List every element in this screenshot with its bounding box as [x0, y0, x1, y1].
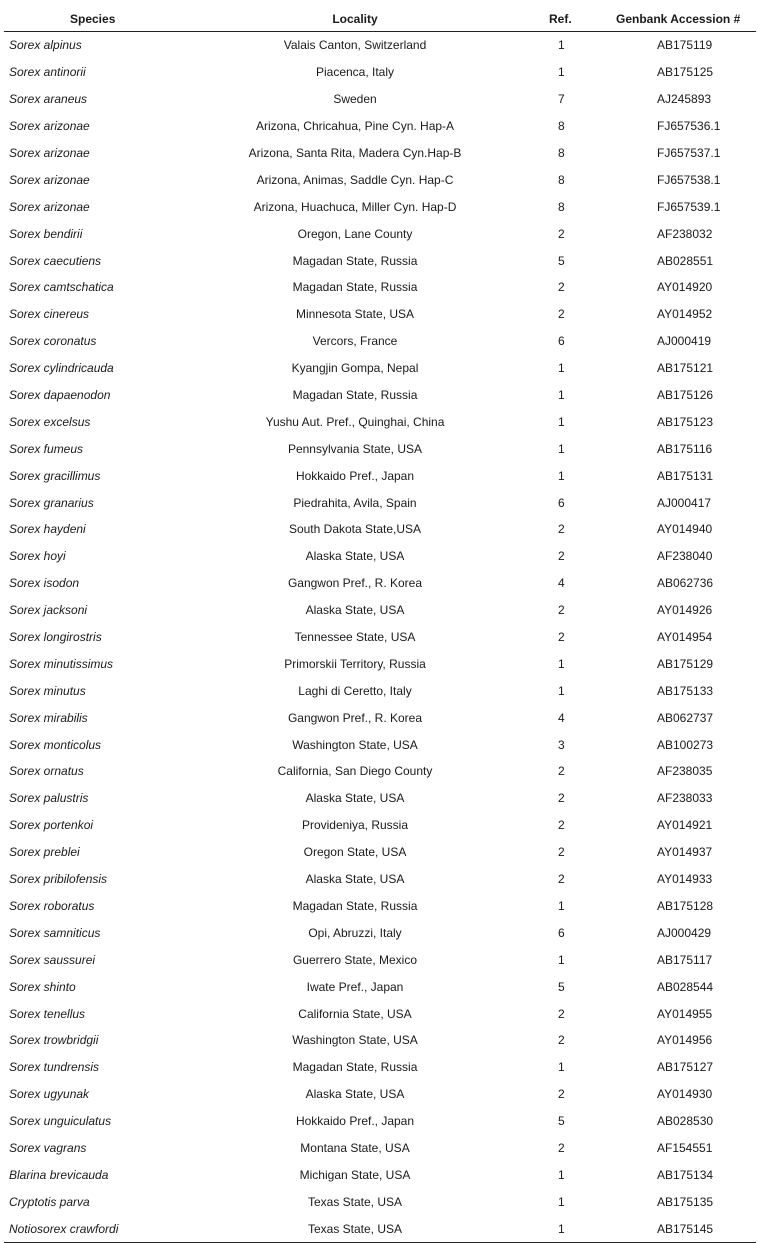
cell-ref: 4 — [558, 576, 565, 591]
table-row — [4, 624, 756, 651]
cell-species: Sorex roboratus — [9, 898, 95, 913]
table-row — [4, 1188, 756, 1215]
cell-locality: Hokkaido Pref., Japan — [295, 468, 415, 483]
cell-ref: 2 — [558, 280, 565, 295]
cell-locality: Arizona, Chricahua, Pine Cyn. Hap-A — [255, 119, 455, 134]
cell-ref: 6 — [558, 925, 565, 940]
cell-ref: 5 — [558, 1114, 565, 1129]
table-row — [4, 839, 756, 866]
cell-ref: 6 — [558, 334, 565, 349]
table-row — [4, 543, 756, 570]
table-row — [4, 758, 756, 785]
table-row — [4, 1081, 756, 1108]
cell-accession: AB028551 — [657, 253, 714, 268]
table-row — [4, 408, 756, 435]
cell-locality: Oregon, Lane County — [297, 226, 413, 241]
cell-accession: AB175119 — [657, 38, 713, 53]
cell-locality: Magadan State, Russia — [292, 253, 418, 268]
cell-locality: Yushu Aut. Pref., Quinghai, China — [265, 414, 445, 429]
cell-species: Sorex shinto — [9, 979, 76, 994]
cell-species: Sorex haydeni — [9, 522, 86, 537]
cell-ref: 8 — [558, 119, 565, 134]
cell-accession: AB028544 — [657, 979, 714, 994]
cell-locality: Valais Canton, Switzerland — [283, 38, 427, 53]
cell-ref: 6 — [558, 495, 565, 510]
table-row — [4, 220, 756, 247]
cell-ref: 1 — [558, 65, 565, 80]
cell-species: Sorex monticolus — [9, 737, 102, 752]
cell-locality: Piedrahita, Avila, Spain — [293, 495, 417, 510]
cell-species: Sorex dapaenodon — [9, 388, 111, 403]
table-row — [4, 866, 756, 893]
cell-ref: 2 — [558, 791, 565, 806]
cell-ref: 4 — [558, 710, 565, 725]
cell-accession: AB175135 — [657, 1194, 714, 1209]
cell-ref: 1 — [558, 468, 565, 483]
cell-species: Sorex ornatus — [9, 764, 84, 779]
cell-ref: 8 — [558, 199, 565, 214]
cell-ref: 2 — [558, 1033, 565, 1048]
cell-species: Sorex minutus — [9, 683, 86, 698]
cell-species: Sorex minutissimus — [9, 656, 114, 671]
table-row — [4, 812, 756, 839]
cell-locality: Alaska State, USA — [305, 872, 405, 887]
cell-locality: Magadan State, Russia — [292, 388, 418, 403]
cell-species: Sorex saussurei — [9, 952, 96, 967]
cell-ref: 2 — [558, 764, 565, 779]
header-species: Species — [4, 6, 204, 32]
cell-accession: AB062736 — [657, 576, 714, 591]
table-row — [4, 1108, 756, 1135]
cell-species: Sorex fumeus — [9, 441, 84, 456]
cell-accession: AB175129 — [657, 656, 714, 671]
cell-accession: AY014930 — [657, 1087, 713, 1102]
cell-accession: AY014937 — [657, 845, 713, 860]
cell-accession: AY014940 — [657, 522, 713, 537]
cell-locality: Magadan State, Russia — [292, 1060, 418, 1075]
table-row — [4, 59, 756, 86]
cell-species: Sorex antinorii — [9, 65, 86, 80]
table-row — [4, 893, 756, 920]
header-row — [4, 6, 756, 32]
table-row — [4, 355, 756, 382]
table-row — [4, 1054, 756, 1081]
cell-locality: Gangwon Pref., R. Korea — [287, 576, 423, 591]
table-row — [4, 1161, 756, 1188]
table-row — [4, 731, 756, 758]
table-row — [4, 166, 756, 193]
cell-species: Sorex unguiculatus — [9, 1114, 112, 1129]
cell-locality: Minnesota State, USA — [295, 307, 415, 322]
cell-accession: AB175117 — [657, 952, 713, 967]
cell-accession: AB175125 — [657, 65, 714, 80]
table-row — [4, 1027, 756, 1054]
cell-accession: AY014933 — [657, 872, 713, 887]
cell-ref: 2 — [558, 1087, 565, 1102]
table-row — [4, 462, 756, 489]
cell-species: Sorex tundrensis — [9, 1060, 100, 1075]
cell-accession: AF154551 — [657, 1140, 713, 1155]
table-row — [4, 597, 756, 624]
cell-locality: Pennsylvania State, USA — [287, 441, 423, 456]
cell-accession: AB175126 — [657, 388, 714, 403]
cell-accession: AJ245893 — [657, 92, 712, 107]
cell-ref: 5 — [558, 979, 565, 994]
cell-accession: AB175145 — [616, 1215, 756, 1242]
cell-accession: AB175134 — [657, 1167, 714, 1182]
cell-locality: Arizona, Huachuca, Miller Cyn. Hap-D — [253, 199, 457, 214]
cell-locality: Washington State, USA — [292, 1033, 418, 1048]
cell-locality: Alaska State, USA — [305, 791, 405, 806]
cell-accession: AB175116 — [657, 441, 713, 456]
cell-accession: FJ657539.1 — [657, 199, 721, 214]
specimen-table — [4, 6, 756, 1243]
cell-locality: Provideniya, Russia — [301, 818, 409, 833]
cell-locality: Sweden — [333, 92, 377, 107]
cell-ref: 2 — [558, 522, 565, 537]
cell-locality: Kyangjin Gompa, Nepal — [291, 361, 419, 376]
cell-accession: AB028530 — [657, 1114, 714, 1129]
cell-species: Sorex cylindricauda — [9, 361, 114, 376]
cell-ref: 1 — [558, 952, 565, 967]
cell-species: Sorex camtschatica — [9, 280, 114, 295]
cell-accession: FJ657538.1 — [657, 172, 721, 187]
cell-ref: 1 — [558, 441, 565, 456]
cell-ref: 2 — [558, 226, 565, 241]
table-row — [4, 704, 756, 731]
cell-locality: Guerrero State, Mexico — [292, 952, 418, 967]
table-row — [4, 140, 756, 167]
specimen-table-container — [4, 6, 756, 1243]
cell-locality: Iwate Pref., Japan — [306, 979, 404, 994]
cell-locality: Oregon State, USA — [303, 845, 407, 860]
cell-accession: AB175131 — [657, 468, 714, 483]
table-row — [4, 382, 756, 409]
table-row — [4, 1215, 756, 1242]
table-row — [4, 650, 756, 677]
cell-accession: AY014955 — [657, 1006, 713, 1021]
cell-locality: California, San Diego County — [277, 764, 433, 779]
cell-ref: 3 — [558, 737, 565, 752]
table-header — [4, 6, 756, 32]
table-row — [4, 489, 756, 516]
table-row — [4, 677, 756, 704]
table-row — [4, 113, 756, 140]
cell-ref: 2 — [558, 630, 565, 645]
cell-locality: Piacenca, Italy — [315, 65, 395, 80]
cell-locality: Opi, Abruzzi, Italy — [308, 925, 402, 940]
cell-ref: 1 — [558, 1060, 565, 1075]
table-row — [4, 973, 756, 1000]
cell-species: Sorex longirostris — [9, 630, 102, 645]
cell-species: Sorex bendirii — [9, 226, 83, 241]
table-row — [4, 328, 756, 355]
cell-ref: 2 — [558, 872, 565, 887]
cell-accession: AY014952 — [657, 307, 713, 322]
table-row — [4, 32, 756, 59]
cell-ref: 2 — [558, 603, 565, 618]
cell-accession: AY014920 — [657, 280, 713, 295]
table-row — [4, 274, 756, 301]
cell-locality: Texas State, USA — [204, 1215, 506, 1242]
cell-accession: AJ000429 — [657, 925, 712, 940]
cell-species: Sorex gracillimus — [9, 468, 101, 483]
table-row — [4, 86, 756, 113]
cell-accession: AF238032 — [657, 226, 713, 241]
cell-ref: 2 — [558, 845, 565, 860]
cell-species: Sorex portenkoi — [9, 818, 94, 833]
table-row — [4, 435, 756, 462]
cell-accession: FJ657536.1 — [657, 119, 721, 134]
cell-species: Cryptotis parva — [9, 1194, 90, 1209]
cell-species: Sorex excelsus — [9, 414, 91, 429]
cell-locality: South Dakota State,USA — [288, 522, 422, 537]
cell-locality: Vercors, France — [312, 334, 398, 349]
cell-accession: AB175121 — [657, 361, 714, 376]
cell-ref: 1 — [558, 38, 565, 53]
cell-accession: FJ657537.1 — [657, 146, 721, 160]
cell-ref: 1 — [558, 388, 565, 403]
cell-species: Sorex isodon — [9, 576, 80, 591]
cell-accession: AF238033 — [657, 791, 713, 806]
cell-locality: Hokkaido Pref., Japan — [295, 1114, 415, 1129]
cell-ref: 1 — [558, 656, 565, 671]
cell-species: Sorex coronatus — [9, 334, 97, 349]
header-locality: Locality — [204, 6, 506, 32]
table-row — [4, 301, 756, 328]
cell-ref: 2 — [558, 307, 565, 322]
cell-ref: 1 — [558, 1167, 565, 1182]
cell-accession: AB062737 — [657, 710, 714, 725]
cell-accession: AF238035 — [657, 764, 713, 779]
cell-locality: Arizona, Animas, Saddle Cyn. Hap-C — [256, 172, 454, 187]
table-row — [4, 919, 756, 946]
cell-species: Notiosorex crawfordi — [4, 1215, 204, 1242]
cell-accession: AB175133 — [657, 683, 714, 698]
table-row — [4, 1135, 756, 1162]
cell-accession: AY014954 — [657, 630, 713, 645]
cell-ref: 1 — [558, 1194, 565, 1209]
cell-ref: 5 — [558, 253, 565, 268]
cell-ref: 1 — [506, 1215, 616, 1242]
cell-locality: Alaska State, USA — [305, 603, 405, 618]
cell-ref: 8 — [558, 172, 565, 187]
cell-accession: AY014956 — [657, 1033, 713, 1048]
cell-species: Sorex hoyi — [9, 549, 66, 564]
cell-species: Sorex arizonae — [9, 146, 90, 160]
cell-species: Sorex alpinus — [9, 38, 82, 53]
header-ref: Ref. — [506, 6, 616, 32]
cell-locality: Montana State, USA — [300, 1140, 410, 1155]
cell-species: Sorex trowbridgii — [9, 1033, 99, 1048]
table-row — [4, 946, 756, 973]
table-row — [4, 1000, 756, 1027]
table-row — [4, 785, 756, 812]
cell-ref: 2 — [558, 1006, 565, 1021]
cell-locality: Gangwon Pref., R. Korea — [287, 710, 423, 725]
table-row — [4, 516, 756, 543]
cell-ref: 2 — [558, 1140, 565, 1155]
cell-ref: 8 — [558, 146, 565, 160]
cell-locality: Arizona, Santa Rita, Madera Cyn.Hap-B — [248, 146, 462, 160]
cell-accession: AY014926 — [657, 603, 713, 618]
cell-locality: Alaska State, USA — [305, 549, 405, 564]
cell-species: Sorex samniticus — [9, 925, 101, 940]
cell-species: Sorex pribilofensis — [9, 872, 108, 887]
cell-locality: Washington State, USA — [292, 737, 418, 752]
cell-species: Sorex jacksoni — [9, 603, 88, 618]
cell-species: Sorex caecutiens — [9, 253, 102, 268]
cell-locality: Texas State, USA — [307, 1194, 403, 1209]
cell-species: Sorex granarius — [9, 495, 94, 510]
table-body — [4, 32, 756, 1243]
cell-accession: AB175128 — [657, 898, 714, 913]
cell-locality: Magadan State, Russia — [292, 898, 418, 913]
cell-species: Sorex ugyunak — [9, 1087, 90, 1102]
cell-accession: AF238040 — [657, 549, 713, 564]
cell-species: Sorex arizonae — [9, 199, 90, 214]
cell-species: Blarina brevicauda — [9, 1167, 109, 1182]
cell-accession: AB175123 — [657, 414, 714, 429]
cell-species: Sorex arizonae — [9, 172, 90, 187]
cell-ref: 1 — [558, 683, 565, 698]
cell-ref: 2 — [558, 549, 565, 564]
cell-accession: AJ000417 — [657, 495, 712, 510]
cell-ref: 1 — [558, 898, 565, 913]
cell-species: Sorex arizonae — [9, 119, 90, 134]
cell-species: Sorex mirabilis — [9, 710, 88, 725]
cell-accession: AB100273 — [657, 737, 714, 752]
cell-species: Sorex tenellus — [9, 1006, 86, 1021]
cell-locality: Tennessee State, USA — [294, 630, 416, 645]
cell-species: Sorex preblei — [9, 845, 80, 860]
cell-locality: California State, USA — [298, 1006, 412, 1021]
table-row — [4, 570, 756, 597]
cell-locality: Laghi di Ceretto, Italy — [298, 683, 412, 698]
cell-locality: Alaska State, USA — [305, 1087, 405, 1102]
cell-accession: AB175127 — [657, 1060, 714, 1075]
cell-locality: Magadan State, Russia — [292, 280, 418, 295]
table-row — [4, 193, 756, 220]
cell-ref: 2 — [558, 818, 565, 833]
header-accession: Genbank Accession # — [616, 6, 756, 32]
cell-accession: AJ000419 — [657, 334, 712, 349]
cell-accession: AY014921 — [657, 818, 713, 833]
table-row — [4, 247, 756, 274]
cell-species: Sorex palustris — [9, 791, 89, 806]
cell-ref: 1 — [558, 361, 565, 376]
cell-species: Sorex cinereus — [9, 307, 90, 322]
cell-locality: Primorskii Territory, Russia — [284, 656, 426, 671]
cell-ref: 1 — [558, 414, 565, 429]
cell-species: Sorex araneus — [9, 92, 88, 107]
cell-ref: 7 — [558, 92, 565, 107]
cell-species: Sorex vagrans — [9, 1140, 87, 1155]
cell-locality: Michigan State, USA — [299, 1167, 411, 1182]
